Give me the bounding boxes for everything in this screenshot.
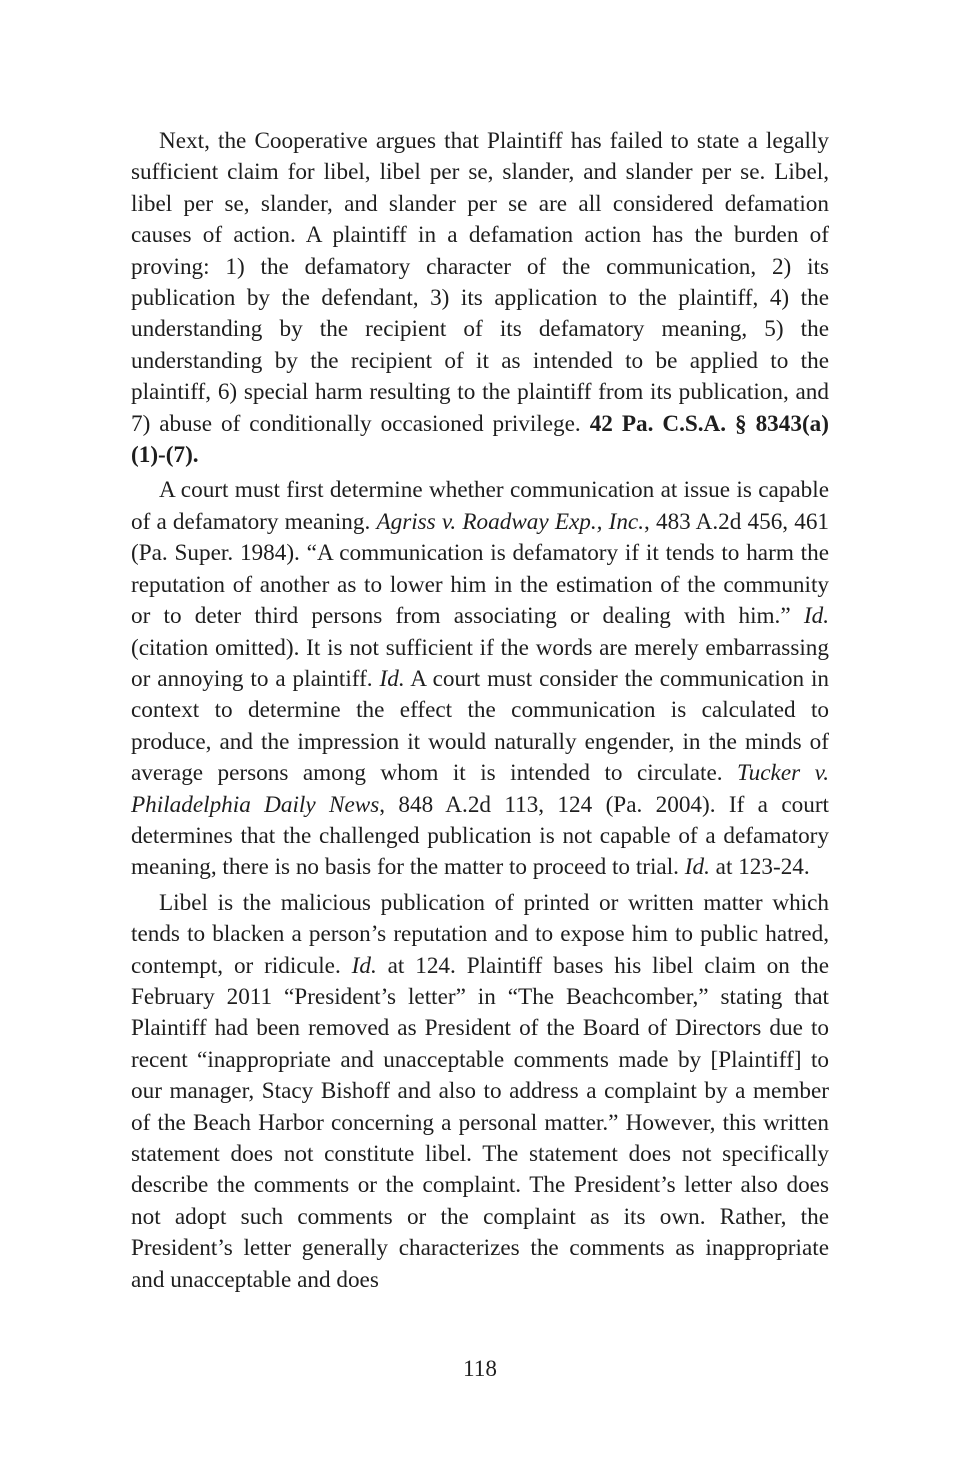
case-citation: Id. [351, 952, 377, 979]
statute-citation: 42 Pa. C.S.A. § 8343(a)(1)-(7). [131, 410, 829, 469]
paragraph [131, 475, 829, 883]
paragraph-text: (citation omitted). It is not sufficient if the words are merely embarrassing or annoying to a plaintiff. [131, 634, 829, 692]
paragraph-text: , 483 A.2d 456, 461 (Pa. Super. 1984). “A communication is defamatory if it tends to harm the reputation of another as to lower him in the estimation of the community or to deter third persons from associating or dealing with him.” [131, 508, 830, 630]
case-citation: Agriss v. Roadway Exp., Inc. [376, 508, 645, 535]
case-citation: Id. [684, 854, 710, 881]
case-citation: Id. [379, 665, 405, 692]
paragraph-text: , 848 A.2d 113, 124 (Pa. 2004). If a court determines that the challenged publication is not capable of a defamatory meaning, there is no basis for the matter to proceed to trial. [131, 791, 829, 881]
paragraph-text: Next, the Cooperative argues that Plaintiff has failed to state a legally sufficient claim for libel, libel per se, slander, and slander per se. Libel, libel per se, slander, and slander per se are all considered defamation causes of action. A plaintiff in a defamation action has the burden of proving: 1) the defamatory character of the communication, 2) its publication by the defendant, 3) its application to the plaintiff, 4) the understanding by the recipient of its defamatory meaning, 5) the understanding by the recipient of it as intended to be applied to the plaintiff, 6) special harm resulting to the plaintiff from its publication, and 7) abuse of conditionally occasioned privilege. [131, 128, 829, 437]
paragraph-text: A court must first determine whether communication at issue is capable of a defamatory meaning. [131, 477, 829, 535]
paragraph-text: A court must consider the communication in context to determine the effect the communication is calculated to produce, and the impression it would naturally engender, in the minds of average persons among whom it is intended to circulate. [131, 665, 829, 787]
case-citation: Id. [803, 603, 829, 630]
body-text [131, 126, 829, 1296]
paragraph-text: Libel is the malicious publication of printed or written matter which tends to blacken a person’s reputation and to expose him to public hatred, contempt, or ridicule. [131, 889, 829, 979]
page-number: 118 [463, 1356, 497, 1382]
paragraph-text: at 123-24. [709, 854, 810, 881]
case-citation: Tucker v. Philadelphia Daily News [131, 760, 829, 818]
paragraph [131, 888, 829, 1296]
paragraph-text: at 124. Plaintiff bases his libel claim on the February 2011 “President’s letter” in “The Beachcomber,” stating that Plaintiff had been removed as President of the Board of Directors due to recent “inappropriate and unacceptable comments made by [Plaintiff] to our manager, Stacy Bishoff and also to address a complaint by a member of the Beach Harbor concerning a personal matter.” However, this written statement does not constitute libel. The statement does not specifically describe the comments or the complaint. The President’s letter also does not adopt such comments or the complaint as its own. Rather, the President’s letter generally characterizes the comments as inappropriate and unacceptable and does [131, 952, 830, 1293]
paragraph [131, 126, 829, 471]
